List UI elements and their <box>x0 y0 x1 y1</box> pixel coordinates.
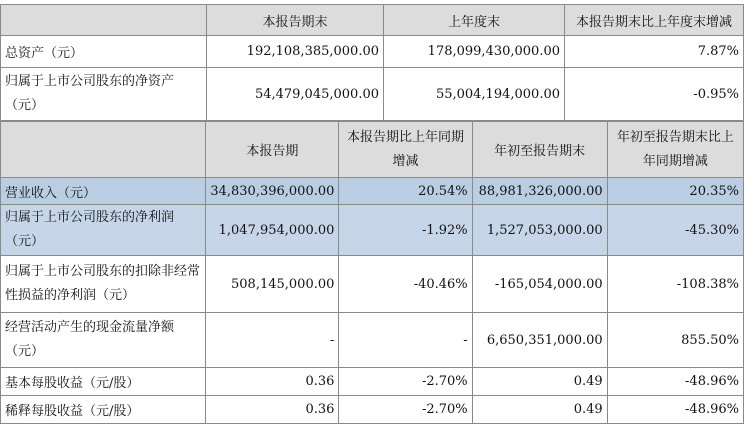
balance-table <box>0 4 744 121</box>
cell-period: 34,830,396,000.00 <box>206 178 339 205</box>
row-label: 营业收入（元） <box>1 178 206 205</box>
cell-period-change: -1.92% <box>339 205 472 256</box>
cell-period: 508,145,000.00 <box>206 256 339 313</box>
cell-period-change: -40.46% <box>339 256 472 313</box>
cell-current: 192,108,385,000.00 <box>207 36 384 68</box>
row-label: 稀释每股收益（元/股） <box>1 396 206 424</box>
row-label: 归属于上市公司股东的净资产（元） <box>1 68 207 121</box>
income-table <box>0 121 744 424</box>
income-header-ytd: 年初至报告期末 <box>472 122 607 178</box>
table-row <box>1 205 744 256</box>
cell-ytd-change: -45.30% <box>607 205 743 256</box>
cell-period: 0.36 <box>206 368 339 396</box>
table-row <box>1 178 744 205</box>
balance-header-current: 本报告期末 <box>207 5 384 36</box>
table-row <box>1 313 744 368</box>
cell-prior: 178,099,430,000.00 <box>384 36 565 68</box>
income-header-row <box>1 122 744 178</box>
table-row <box>1 256 744 313</box>
row-label: 经营活动产生的现金流量净额（元） <box>1 313 206 368</box>
cell-period: 0.36 <box>206 396 339 424</box>
row-label: 总资产（元） <box>1 36 207 68</box>
cell-period-change: -2.70% <box>339 368 472 396</box>
cell-ytd: 6,650,351,000.00 <box>472 313 607 368</box>
cell-period-change: - <box>339 313 472 368</box>
cell-period-change: 20.54% <box>339 178 472 205</box>
cell-change: -0.95% <box>565 68 744 121</box>
cell-ytd-change: 20.35% <box>607 178 743 205</box>
cell-ytd: -165,054,000.00 <box>472 256 607 313</box>
balance-header-prior: 上年度末 <box>384 5 565 36</box>
balance-header-change: 本报告期末比上年度末增减 <box>565 5 744 36</box>
cell-period: 1,047,954,000.00 <box>206 205 339 256</box>
table-row <box>1 368 744 396</box>
table-row <box>1 396 744 424</box>
income-header-empty <box>1 122 206 178</box>
cell-ytd-change: -48.96% <box>607 396 743 424</box>
cell-current: 54,479,045,000.00 <box>207 68 384 121</box>
row-label: 归属于上市公司股东的净利润（元） <box>1 205 206 256</box>
cell-period: - <box>206 313 339 368</box>
cell-ytd-change: -108.38% <box>607 256 743 313</box>
cell-ytd: 1,527,053,000.00 <box>472 205 607 256</box>
cell-ytd: 0.49 <box>472 368 607 396</box>
cell-change: 7.87% <box>565 36 744 68</box>
cell-prior: 55,004,194,000.00 <box>384 68 565 121</box>
balance-header-empty <box>1 5 207 36</box>
cell-ytd-change: -48.96% <box>607 368 743 396</box>
cell-period-change: -2.70% <box>339 396 472 424</box>
income-header-period-change: 本报告期比上年同期增减 <box>339 122 472 178</box>
row-label: 基本每股收益（元/股） <box>1 368 206 396</box>
row-label: 归属于上市公司股东的扣除非经常性损益的净利润（元） <box>1 256 206 313</box>
table-row <box>1 68 744 121</box>
table-row <box>1 36 744 68</box>
income-header-ytd-change: 年初至报告期末比上年同期增减 <box>607 122 743 178</box>
income-header-period: 本报告期 <box>206 122 339 178</box>
cell-ytd: 88,981,326,000.00 <box>472 178 607 205</box>
balance-header-row <box>1 5 744 36</box>
cell-ytd: 0.49 <box>472 396 607 424</box>
cell-ytd-change: 855.50% <box>607 313 743 368</box>
